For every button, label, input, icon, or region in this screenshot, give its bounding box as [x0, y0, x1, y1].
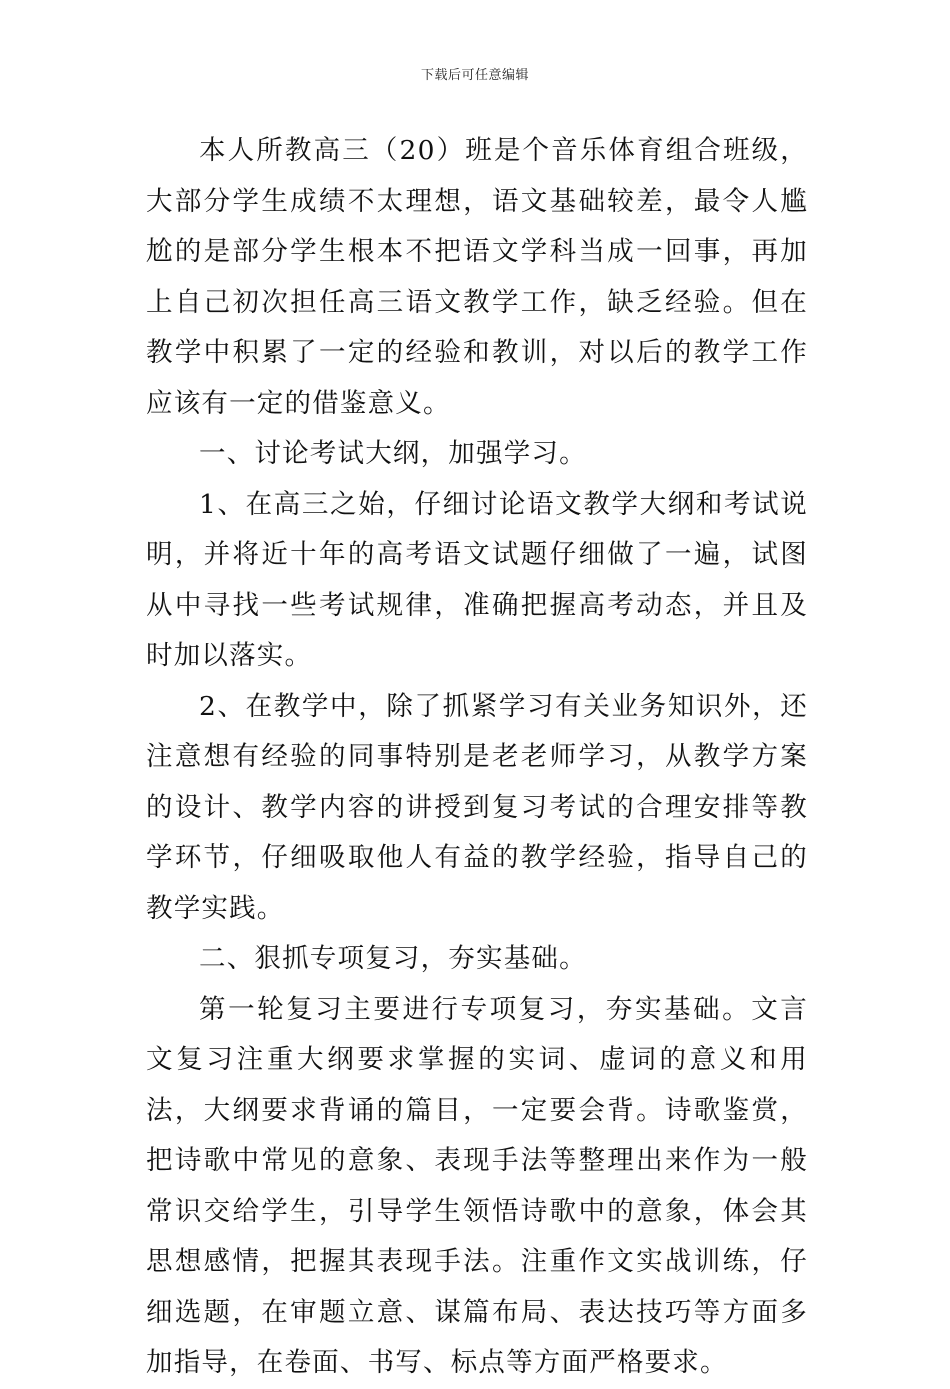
section-heading-2: 二、狠抓专项复习，夯实基础。	[199, 943, 587, 974]
section-heading-1: 一、讨论考试大纲，加强学习。	[199, 438, 587, 469]
paragraph-1-2: 2、在教学中，除了抓紧学习有关业务知识外，还注意想有经验的同事特别是老老师学习，从教学方案的设计、教学内容的讲授到复习考试的合理安排等教学环节，仔细吸取他人有益的教学经验，指导自己的教学实践。	[146, 690, 808, 924]
paragraph-intro: 本人所教高三（20）班是个音乐体育组合班级，大部分学生成绩不太理想，语文基础较差，最令人尴尬的是部分学生根本不把语文学科当成一回事，再加上自己初次担任高三语文教学工作，缺乏经验。但在教学中积累了一定的经验和教训，对以后的教学工作应该有一定的借鉴意义。	[146, 135, 808, 419]
document-body	[146, 126, 808, 1389]
paragraph-1-1: 1、在高三之始，仔细讨论语文教学大纲和考试说明，并将近十年的高考语文试题仔细做了一遍，试图从中寻找一些考试规律，准确把握高考动态，并且及时加以落实。	[146, 488, 808, 671]
header-note: 下载后可任意编辑	[420, 68, 529, 83]
paragraph-2-1: 第一轮复习主要进行专项复习，夯实基础。文言文复习注重大纲要求掌握的实词、虚词的意义和用法，大纲要求背诵的篇目，一定要会背。诗歌鉴赏，把诗歌中常见的意象、表现手法等整理出来作为一般常识交给学生，引导学生领悟诗歌中的意象，体会其思想感情，把握其表现手法。注重作文实战训练，仔细选题，在审题立意、谋篇布局、表达技巧等方面多加指导，在卷面、书写、标点等方面严格要求。	[146, 993, 808, 1378]
